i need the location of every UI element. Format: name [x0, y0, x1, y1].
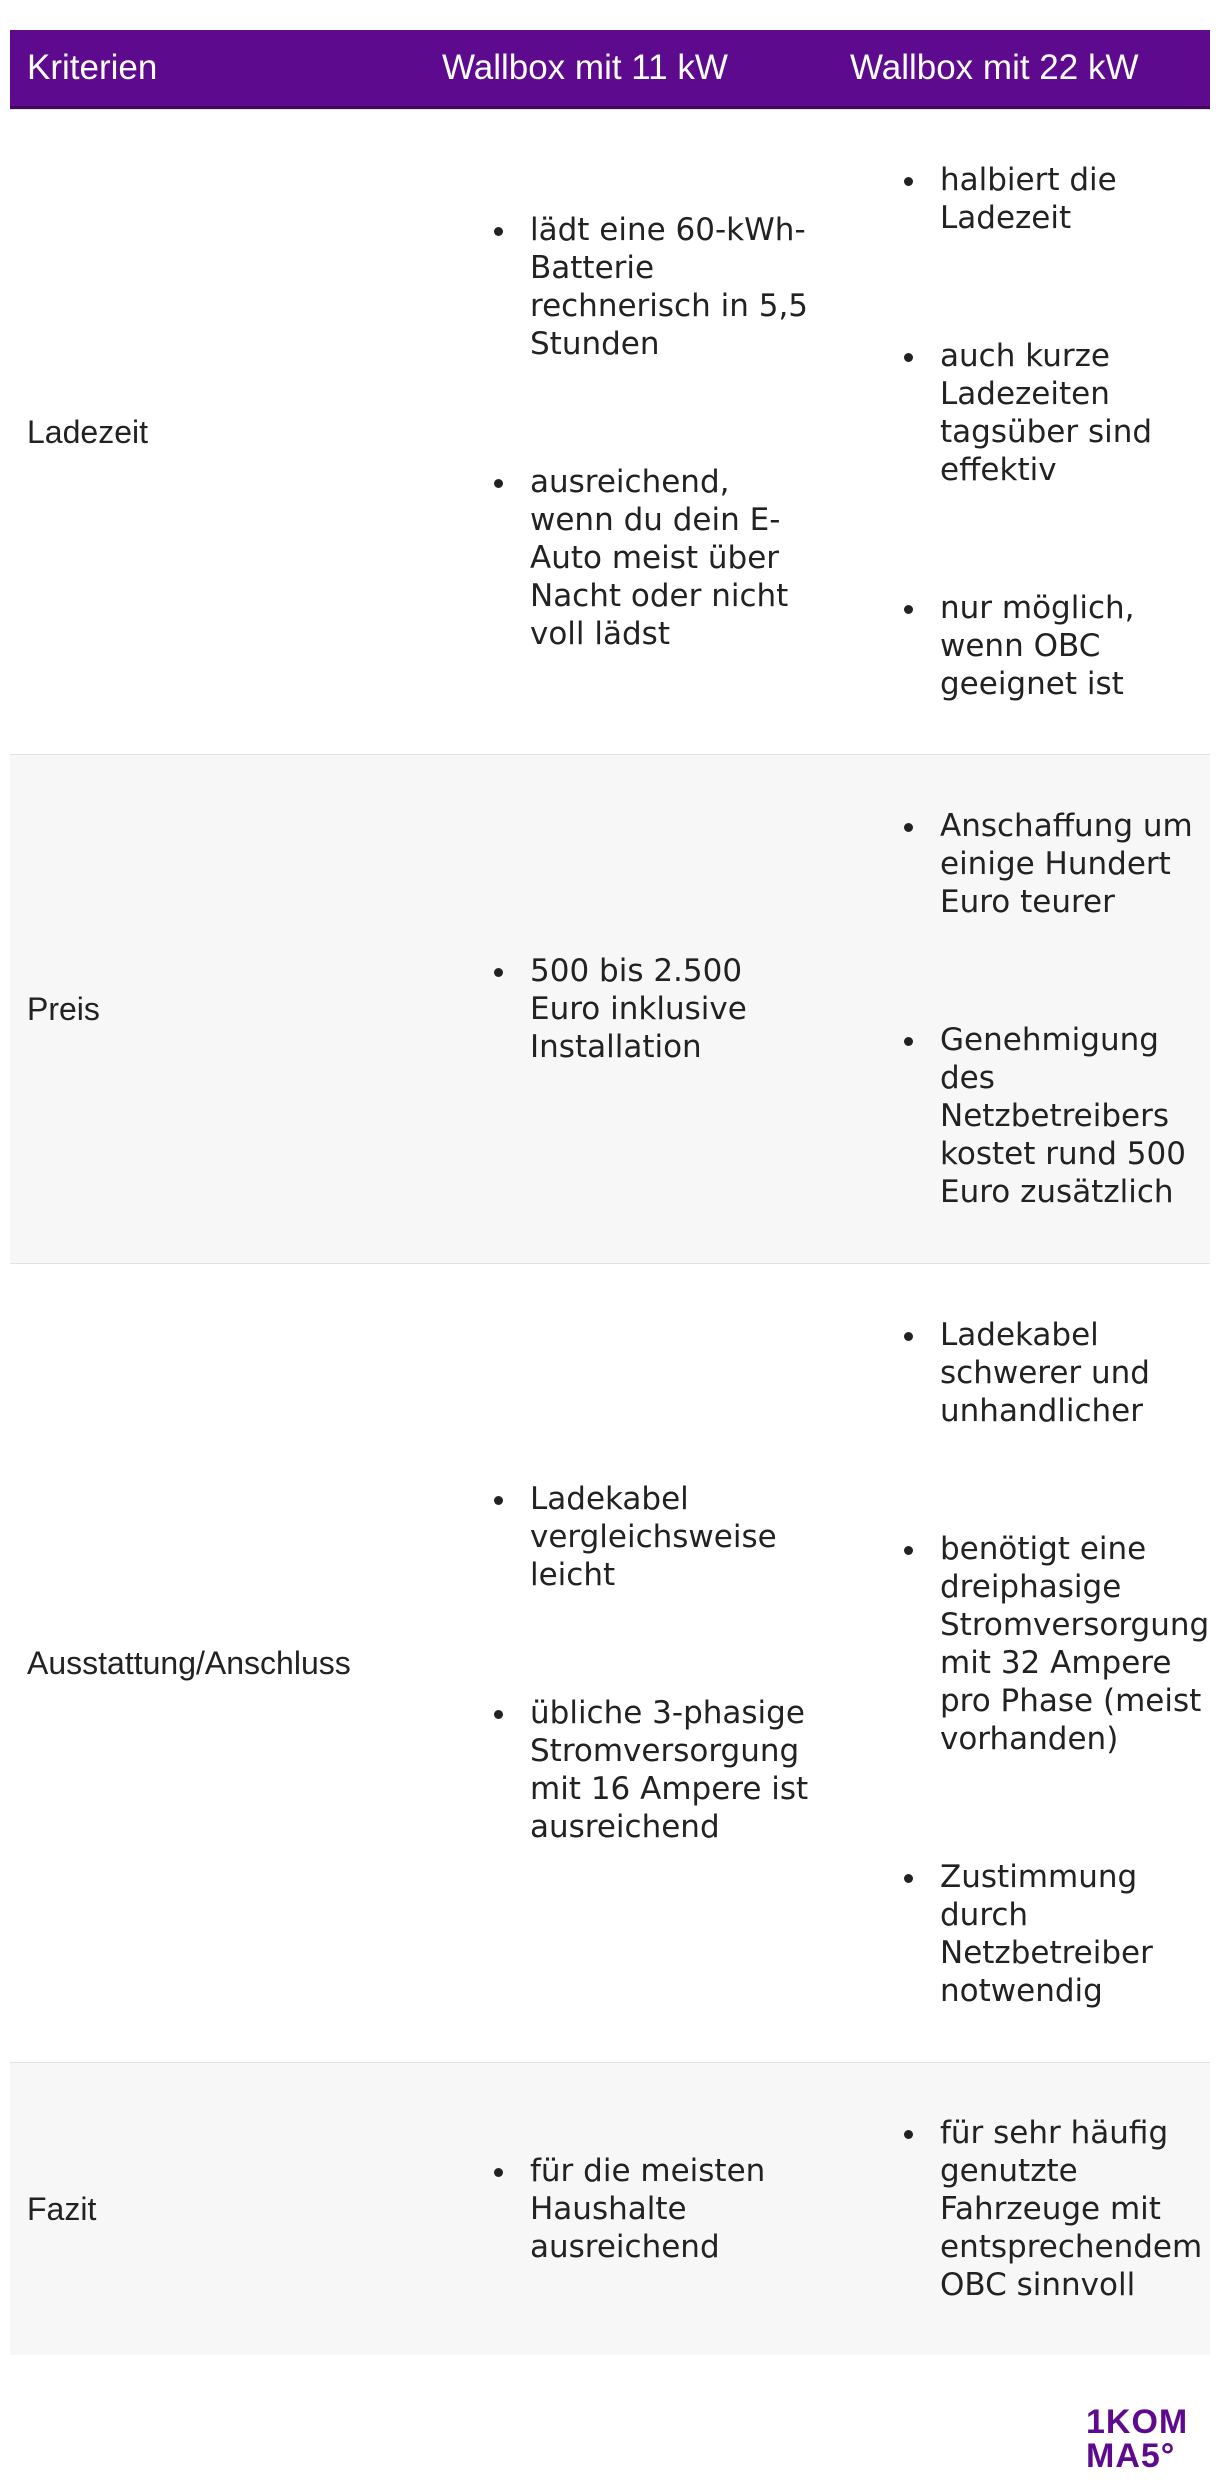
- cell-11kw: [480, 110, 820, 754]
- table-row-ausstattung: [10, 1263, 1210, 2062]
- logo-line-1: 1KOM: [1086, 2403, 1189, 2441]
- cell-11kw: [480, 755, 820, 1263]
- list-item: nur möglich, wenn OBC geeignet ist: [890, 589, 1210, 703]
- table-row-fazit: [10, 2062, 1210, 2355]
- criterion-label: Fazit: [27, 2190, 97, 2227]
- list-item: benötigt eine dreiphasige Stromversorgung mit 32 Ampere pro Phase (meist vorhanden): [890, 1530, 1210, 1758]
- criterion-label: Preis: [27, 990, 100, 1027]
- header-wallbox-11kw: Wallbox mit 11 kW: [442, 48, 728, 87]
- cell-22kw: [890, 1264, 1210, 2062]
- cell-22kw: [890, 110, 1210, 754]
- criterion-label: Ausstattung/Anschluss: [27, 1644, 351, 1681]
- table-row-ladezeit: [10, 109, 1210, 754]
- list-item: für sehr häufig genutzte Fahrzeuge mit entsprechendem OBC sinnvoll: [890, 2114, 1210, 2304]
- list-item: ausreichend, wenn du dein E-Auto meist über Nacht oder nicht voll lädst: [480, 463, 820, 653]
- cell-11kw: [480, 2063, 820, 2355]
- list-item: übliche 3-phasige Stromversorgung mit 16 Ampere ist ausreichend: [480, 1694, 820, 1846]
- list-item: Genehmigung des Netzbetreibers kostet rund 500 Euro zusätzlich: [890, 1021, 1210, 1211]
- list-item: Zustimmung durch Netzbetreiber notwendig: [890, 1858, 1210, 2010]
- criterion-label: Ladezeit: [27, 413, 148, 450]
- header-wallbox-22kw: Wallbox mit 22 kW: [850, 48, 1139, 87]
- list-item: halbiert die Ladezeit: [890, 161, 1210, 237]
- list-item: 500 bis 2.500 Euro inklusive Installation: [480, 952, 820, 1066]
- cell-11kw: [480, 1264, 820, 2062]
- cell-22kw: [890, 2063, 1210, 2355]
- brand-logo: [1086, 2405, 1206, 2473]
- list-item: Anschaffung um einige Hundert Euro teurer: [890, 807, 1210, 921]
- list-item: auch kurze Ladezeiten tagsüber sind effektiv: [890, 337, 1210, 489]
- table-row-preis: [10, 754, 1210, 1263]
- list-item: Ladekabel vergleichsweise leicht: [480, 1480, 820, 1594]
- comparison-table: [10, 30, 1210, 2355]
- list-item: für die meisten Haushalte ausreichend: [480, 2152, 820, 2266]
- header-kriterien: Kriterien: [27, 48, 158, 87]
- logo-line-2: MA5°: [1086, 2437, 1176, 2475]
- list-item: lädt eine 60-kWh-Batterie rechnerisch in 5,5 Stunden: [480, 211, 820, 363]
- table-header: [10, 30, 1210, 109]
- list-item: Ladekabel schwerer und unhandlicher: [890, 1316, 1210, 1430]
- cell-22kw: [890, 755, 1210, 1263]
